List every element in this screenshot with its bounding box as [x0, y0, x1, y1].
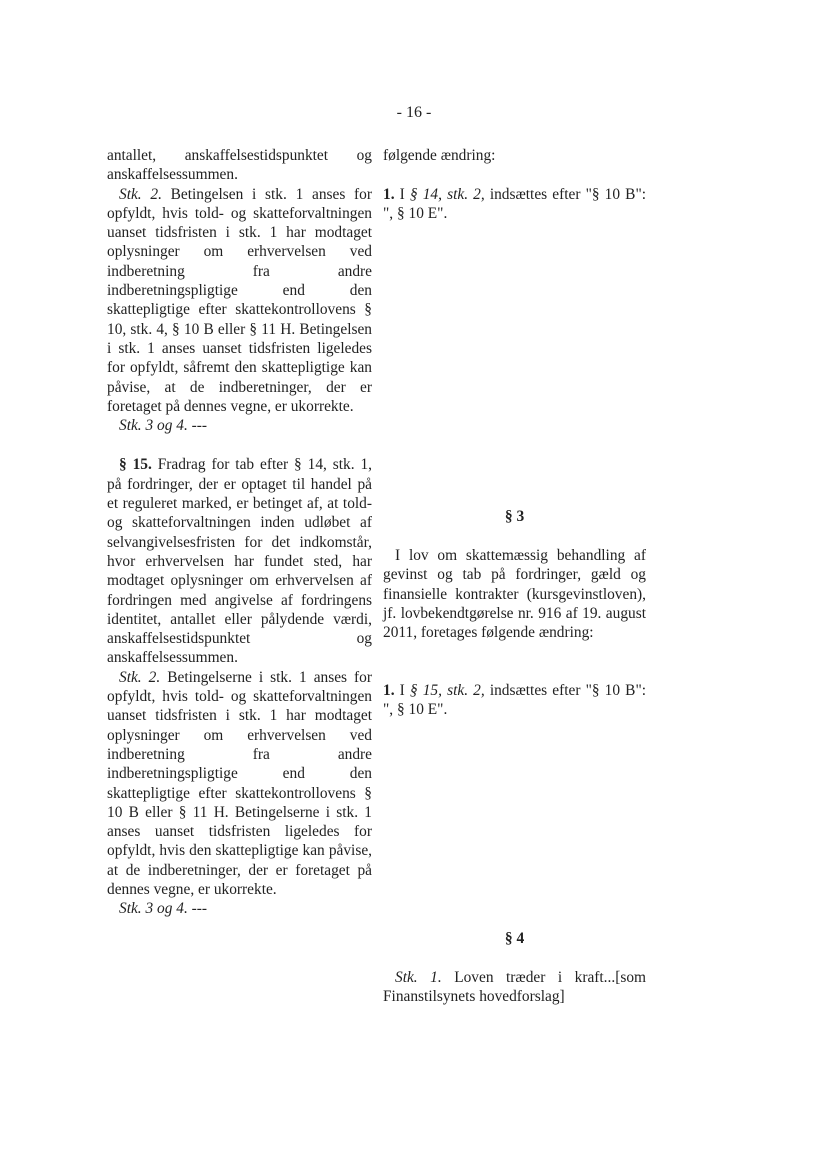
item-number: 1. — [383, 682, 395, 699]
item-reference: § 14, stk. 2, — [409, 186, 485, 203]
paragraph — [107, 668, 372, 900]
paragraph — [107, 185, 372, 417]
item-text: indsættes efter "§ 10 B": ", § 10 E". — [383, 186, 646, 223]
paragraph-text: Betingelserne i stk. 1 anses for opfyldt, hvis told- og skatteforvaltningen uanset tidsfristen i stk. 1 har modtaget oplysninger om erhvervelsen ved indberetning fra andre indberetningspligtige end den skattepligtige efter skattekontrollovens § 10 B eller § 11 H. Betingelserne i stk. 1 anses uanset tidsfristen ligeledes for opfyldt, hvis den skattepligtige kan påvise, at de indberetninger, der er foretaget på dennes vegne, er ukorrekte. — [107, 668, 372, 898]
item-text: I — [394, 186, 410, 203]
subsection-label: Stk. 3 og 4. --- — [119, 417, 208, 435]
amendment-item — [383, 681, 646, 720]
subsection-label: Stk. 1. — [395, 969, 442, 986]
section-heading: § 4 — [504, 930, 525, 947]
subsection-label: Stk. 2. — [119, 668, 161, 686]
paragraph — [107, 455, 372, 667]
item-reference: § 15, stk. 2, — [409, 682, 485, 699]
paragraph — [383, 968, 646, 1007]
paragraph — [107, 899, 372, 918]
page-number: - 16 - — [396, 104, 432, 121]
item-text: I — [394, 682, 410, 699]
section-label: § 15. — [119, 456, 152, 474]
paragraph: antallet, anskaffelsestidspunktet og anskaffelsessummen. — [107, 147, 372, 184]
paragraph: I lov om skattemæssig behandling af gevinst og tab på fordringer, gæld og finansielle kontrakter (kursgevinstloven), jf. lovbekendtgørelse nr. 916 af 19. august 2011, foretages følgende ændring: — [383, 547, 646, 642]
section-heading: § 3 — [504, 508, 525, 525]
amendment-item — [383, 185, 646, 224]
subsection-label: Stk. 2. — [119, 185, 162, 203]
paragraph-text: Loven træder i kraft...[som Finanstilsynets hovedforslag] — [383, 969, 646, 1006]
left-column — [107, 146, 372, 919]
subsection-label: Stk. 3 og 4. --- — [119, 900, 208, 918]
paragraph: følgende ændring: — [383, 147, 496, 164]
paragraph-text: Fradrag for tab efter § 14, stk. 1, på fordringer, der er optaget til handel på et reguleret marked, er betinget af, at told- og skatteforvaltningen inden udløbet af selvangivelsesfristen for det indkomstår, hvor erhvervelsen har fundet sted, har modtaget oplysninger om erhvervelsen af fordringen med angivelse af fordringens identitet, antallet eller pålydende værdi, anskaffelsestidspunktet og anskaffelsessummen. — [107, 456, 372, 667]
paragraph — [107, 416, 372, 435]
item-number: 1. — [383, 186, 395, 203]
item-text: indsættes efter "§ 10 B": ", § 10 E". — [383, 682, 646, 719]
paragraph-text: Betingelsen i stk. 1 anses for opfyldt, hvis told- og skatteforvaltningen uanset tidsfristen i stk. 1 har modtaget oplysninger om erhvervelsen ved indberetning fra andre indberetningspligtige end den skattepligtige efter skattekontrollovens § 10, stk. 4, § 10 B eller § 11 H. Betingelsen i stk. 1 anses uanset tidsfristen ligeledes for opfyldt, såfremt den skattepligtige kan påvise, at de indberetninger, der er foretaget på dennes vegne, er ukorrekte. — [107, 185, 372, 415]
